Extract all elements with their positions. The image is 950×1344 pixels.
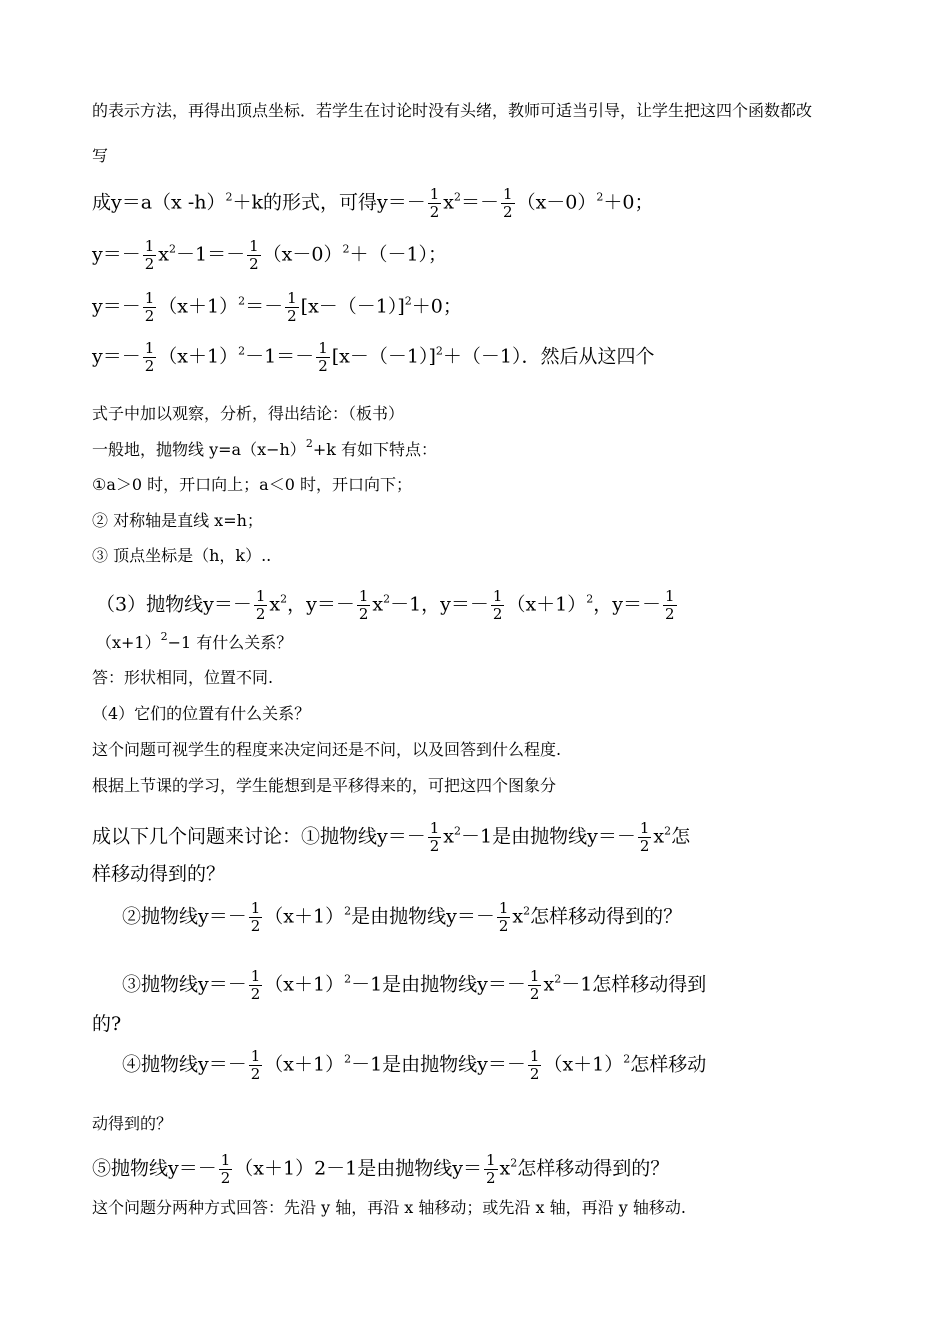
equation-line: y＝－ $\frac{1}{2}$ $x^2-1=-$ $\frac{1}{2}$ $(x-0)^2+(-1)$；: [92, 237, 448, 273]
fraction: $\frac{1}{2}$: [144, 237, 155, 273]
equation-line: 成以下几个问题来讨论：①抛物线y＝－ $\frac{1}{2}$ $x^2-1$是由抛物线y＝－ $\frac{1}{2}$ $x^2$怎: [92, 819, 691, 855]
fraction: $\frac{1}{2}$: [287, 289, 297, 325]
fraction: $\frac{1}{2}$: [492, 587, 503, 623]
equation-line: 成y＝a（x -h）$^2$＋k的形式，可得y＝－ $\frac{1}{2}$ $x^2=-$ $\frac{1}{2}$ $(x-0)^2+0$；: [92, 185, 654, 221]
paragraph-line: 这个问题分两种方式回答：先沿 y 轴，再沿 x 轴移动；或先沿 x 轴，再沿 y 轴移动.: [92, 1198, 686, 1217]
fraction: $\frac{1}{2}$: [665, 587, 675, 623]
fraction: $\frac{1}{2}$: [429, 819, 440, 855]
fraction: $\frac{1}{2}$: [144, 289, 155, 325]
paragraph-line: 一般地，抛物线 $y=a(x-h)^2+k$ 有如下特点：: [92, 437, 438, 459]
fraction: $\frac{1}{2}$: [250, 899, 261, 935]
paragraph-line: 动得到的？: [92, 1114, 173, 1133]
paragraph-line: ③ 顶点坐标是（h，k）..: [92, 546, 272, 565]
paragraph-line: 根据上节课的学习，学生能想到是平移得来的，可把这四个图象分: [92, 776, 557, 795]
fraction: $\frac{1}{2}$: [503, 185, 513, 221]
paragraph-line: $(x+1)^2-1$ 有什么关系？: [96, 630, 293, 652]
fraction: $\frac{1}{2}$: [250, 967, 261, 1003]
paragraph-line: 写: [92, 146, 109, 165]
fraction: $\frac{1}{2}$: [498, 899, 509, 935]
equation-line: ②抛物线y＝－ $\frac{1}{2}$ $(x+1)^2$是由抛物线y＝－ $\frac{1}{2}$ $x^2$怎样移动得到的？: [122, 899, 683, 935]
fraction: $\frac{1}{2}$: [220, 1151, 231, 1187]
fraction: $\frac{1}{2}$: [144, 339, 155, 375]
equation-line: y＝－ $\frac{1}{2}$ $(x+1)^2=-$ $\frac{1}{2}$ $[x-(-1)]^2+0$；: [92, 289, 462, 325]
fraction: $\frac{1}{2}$: [358, 587, 369, 623]
equation-line: ④抛物线y＝－ $\frac{1}{2}$ $(x+1)^2-1$是由抛物线y＝－ $\frac{1}{2}$ $(x+1)^2$怎样移动: [122, 1047, 707, 1083]
equation-line: y＝－ $\frac{1}{2}$ $(x+1)^2-1=-$ $\frac{1}{2}$ $[x-(-1)]^2+(-1)$．然后从这四个: [92, 339, 655, 375]
equation-line: （3）抛物线y＝－ $\frac{1}{2}$ $x^2$，y＝－ $\frac{1}{2}$ $x^2-1$，y＝－ $\frac{1}{2}$ $(x+1)^2$，y＝－ $\frac{1}{2}$: [96, 587, 675, 623]
paragraph-line: 式子中加以观察，分析，得出结论：（板书）: [92, 404, 405, 423]
fraction: $\frac{1}{2}$: [486, 1151, 496, 1187]
paragraph-line: 的表示方法，再得出顶点坐标．若学生在讨论时没有头绪，教师可适当引导，让学生把这四个函数都改: [92, 101, 813, 120]
fraction: $\frac{1}{2}$: [250, 1047, 261, 1083]
paragraph-line: （4）它们的位置有什么关系？: [92, 704, 311, 723]
equation-line: 样移动得到的？: [92, 863, 226, 885]
paragraph-line: ①a＞0 时，开口向上；a＜0 时，开口向下；: [92, 475, 412, 494]
fraction: $\frac{1}{2}$: [318, 339, 328, 375]
equation-line: ⑤抛物线y＝－ $\frac{1}{2}$ （x＋1）2－1是由抛物线y＝ $\frac{1}{2}$ $x^2$怎样移动得到的？: [92, 1151, 670, 1187]
fraction: $\frac{1}{2}$: [529, 967, 540, 1003]
equation-line: ③抛物线y＝－ $\frac{1}{2}$ $(x+1)^2-1$是由抛物线y＝－ $\frac{1}{2}$ $x^2-1$怎样移动得到: [122, 967, 707, 1003]
fraction: $\frac{1}{2}$: [529, 1047, 540, 1083]
fraction: $\frac{1}{2}$: [249, 237, 259, 273]
equation-line: 的?: [92, 1013, 122, 1035]
paragraph-line: 答：形状相同，位置不同.: [92, 668, 274, 687]
fraction: $\frac{1}{2}$: [429, 185, 440, 221]
fraction: $\frac{1}{2}$: [639, 819, 650, 855]
fraction: $\frac{1}{2}$: [255, 587, 266, 623]
paragraph-line: ② 对称轴是直线 x=h；: [92, 511, 263, 530]
paragraph-line: 这个问题可视学生的程度来决定问还是不问，以及回答到什么程度.: [92, 740, 562, 759]
